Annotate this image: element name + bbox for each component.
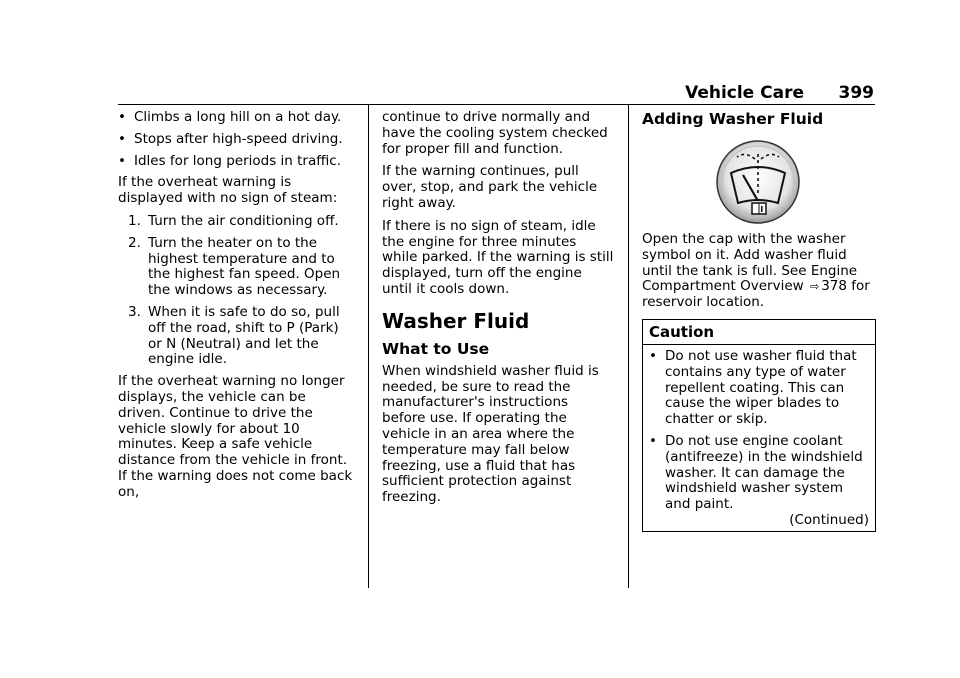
subsection-heading: What to Use bbox=[382, 339, 490, 358]
step-number: 1. bbox=[128, 212, 141, 229]
header-rule bbox=[118, 104, 875, 105]
paragraph: continue to drive normally and have the cooling system checked for proper fill and function. bbox=[382, 109, 608, 157]
step-text: Turn the air conditioning off. bbox=[148, 212, 339, 229]
list-item bbox=[118, 110, 354, 126]
bullet-text: Do not use engine coolant (antifreeze) in the windshield washer. It can damage the windshield washer system and paint. bbox=[665, 432, 863, 513]
step-item bbox=[118, 214, 354, 230]
bullet-icon: • bbox=[118, 130, 126, 147]
washer-fluid-symbol-icon bbox=[715, 139, 801, 225]
list-item bbox=[649, 434, 869, 513]
step-item bbox=[118, 305, 354, 368]
bullet-text: Stops after high-speed driving. bbox=[134, 130, 343, 147]
list-item bbox=[649, 349, 869, 428]
step-number: 2. bbox=[128, 234, 141, 251]
column-1 bbox=[118, 110, 354, 508]
list-item bbox=[118, 154, 354, 170]
page-number: 399 bbox=[838, 83, 874, 103]
paragraph-text: Open the cap with the washer symbol on it. Add washer fluid until the tank is full. See Engine Compartment Overview bbox=[642, 231, 858, 295]
subsection-heading: Adding Washer Fluid bbox=[642, 110, 824, 128]
washer-symbol-figure bbox=[642, 136, 876, 232]
bullet-text: Do not use washer fluid that contains any type of water repellent coating. This can cause the wiper blades to chatter or skip. bbox=[665, 347, 857, 428]
paragraph: If there is no sign of steam, idle the engine for three minutes while parked. If the warning is still displayed, turn off the engine until it cools down. bbox=[382, 217, 614, 297]
step-text: Turn the heater on to the highest temperature and to the highest fan speed. Open the windows as necessary. bbox=[148, 234, 341, 299]
page-header bbox=[0, 83, 874, 105]
paragraph: If the warning continues, pull over, stop, and park the vehicle right away. bbox=[382, 163, 598, 211]
column-divider-1 bbox=[368, 104, 369, 588]
bullet-text: Idles for long periods in traffic. bbox=[134, 152, 342, 169]
list-item bbox=[118, 132, 354, 148]
section-title: Vehicle Care bbox=[685, 83, 804, 103]
step-number: 3. bbox=[128, 303, 141, 320]
page-reference-arrow-icon: ⇨ bbox=[809, 280, 820, 294]
column-3 bbox=[642, 110, 876, 532]
section-heading: Washer Fluid bbox=[382, 308, 530, 333]
bullet-text: Climbs a long hill on a hot day. bbox=[134, 109, 342, 125]
bullet-icon: • bbox=[649, 347, 657, 364]
continued-label: (Continued) bbox=[789, 511, 869, 528]
column-divider-2 bbox=[628, 104, 629, 588]
closing-paragraph: If the overheat warning no longer displays, the vehicle can be driven. Continue to drive the vehicle slowly for about 10 minutes. Keep a safe vehicle distance from the vehicle in front. If the warning does not come back on, bbox=[118, 373, 353, 500]
step-text: When it is safe to do so, pull off the road, shift to P (Park) or N (Neutral) and let the engine idle. bbox=[148, 303, 340, 368]
caution-title: Caution bbox=[643, 320, 875, 345]
bullet-icon: • bbox=[118, 152, 126, 169]
paragraph-text: 378 for reservoir location. bbox=[642, 278, 870, 311]
caution-box bbox=[642, 319, 876, 532]
bullet-icon: • bbox=[649, 432, 657, 449]
paragraph: When windshield washer fluid is needed, be sure to read the manufacturer's instructions before use. If operating the vehicle in an area where the temperature may fall below freezing, use a fluid that has sufficient protection against freezing. bbox=[382, 362, 599, 506]
step-item bbox=[118, 236, 354, 299]
intro-paragraph: If the overheat warning is displayed with no sign of steam: bbox=[118, 174, 338, 207]
caution-body bbox=[643, 345, 875, 531]
paragraph bbox=[642, 232, 876, 311]
column-2 bbox=[382, 110, 614, 513]
bullet-icon: • bbox=[118, 109, 126, 125]
